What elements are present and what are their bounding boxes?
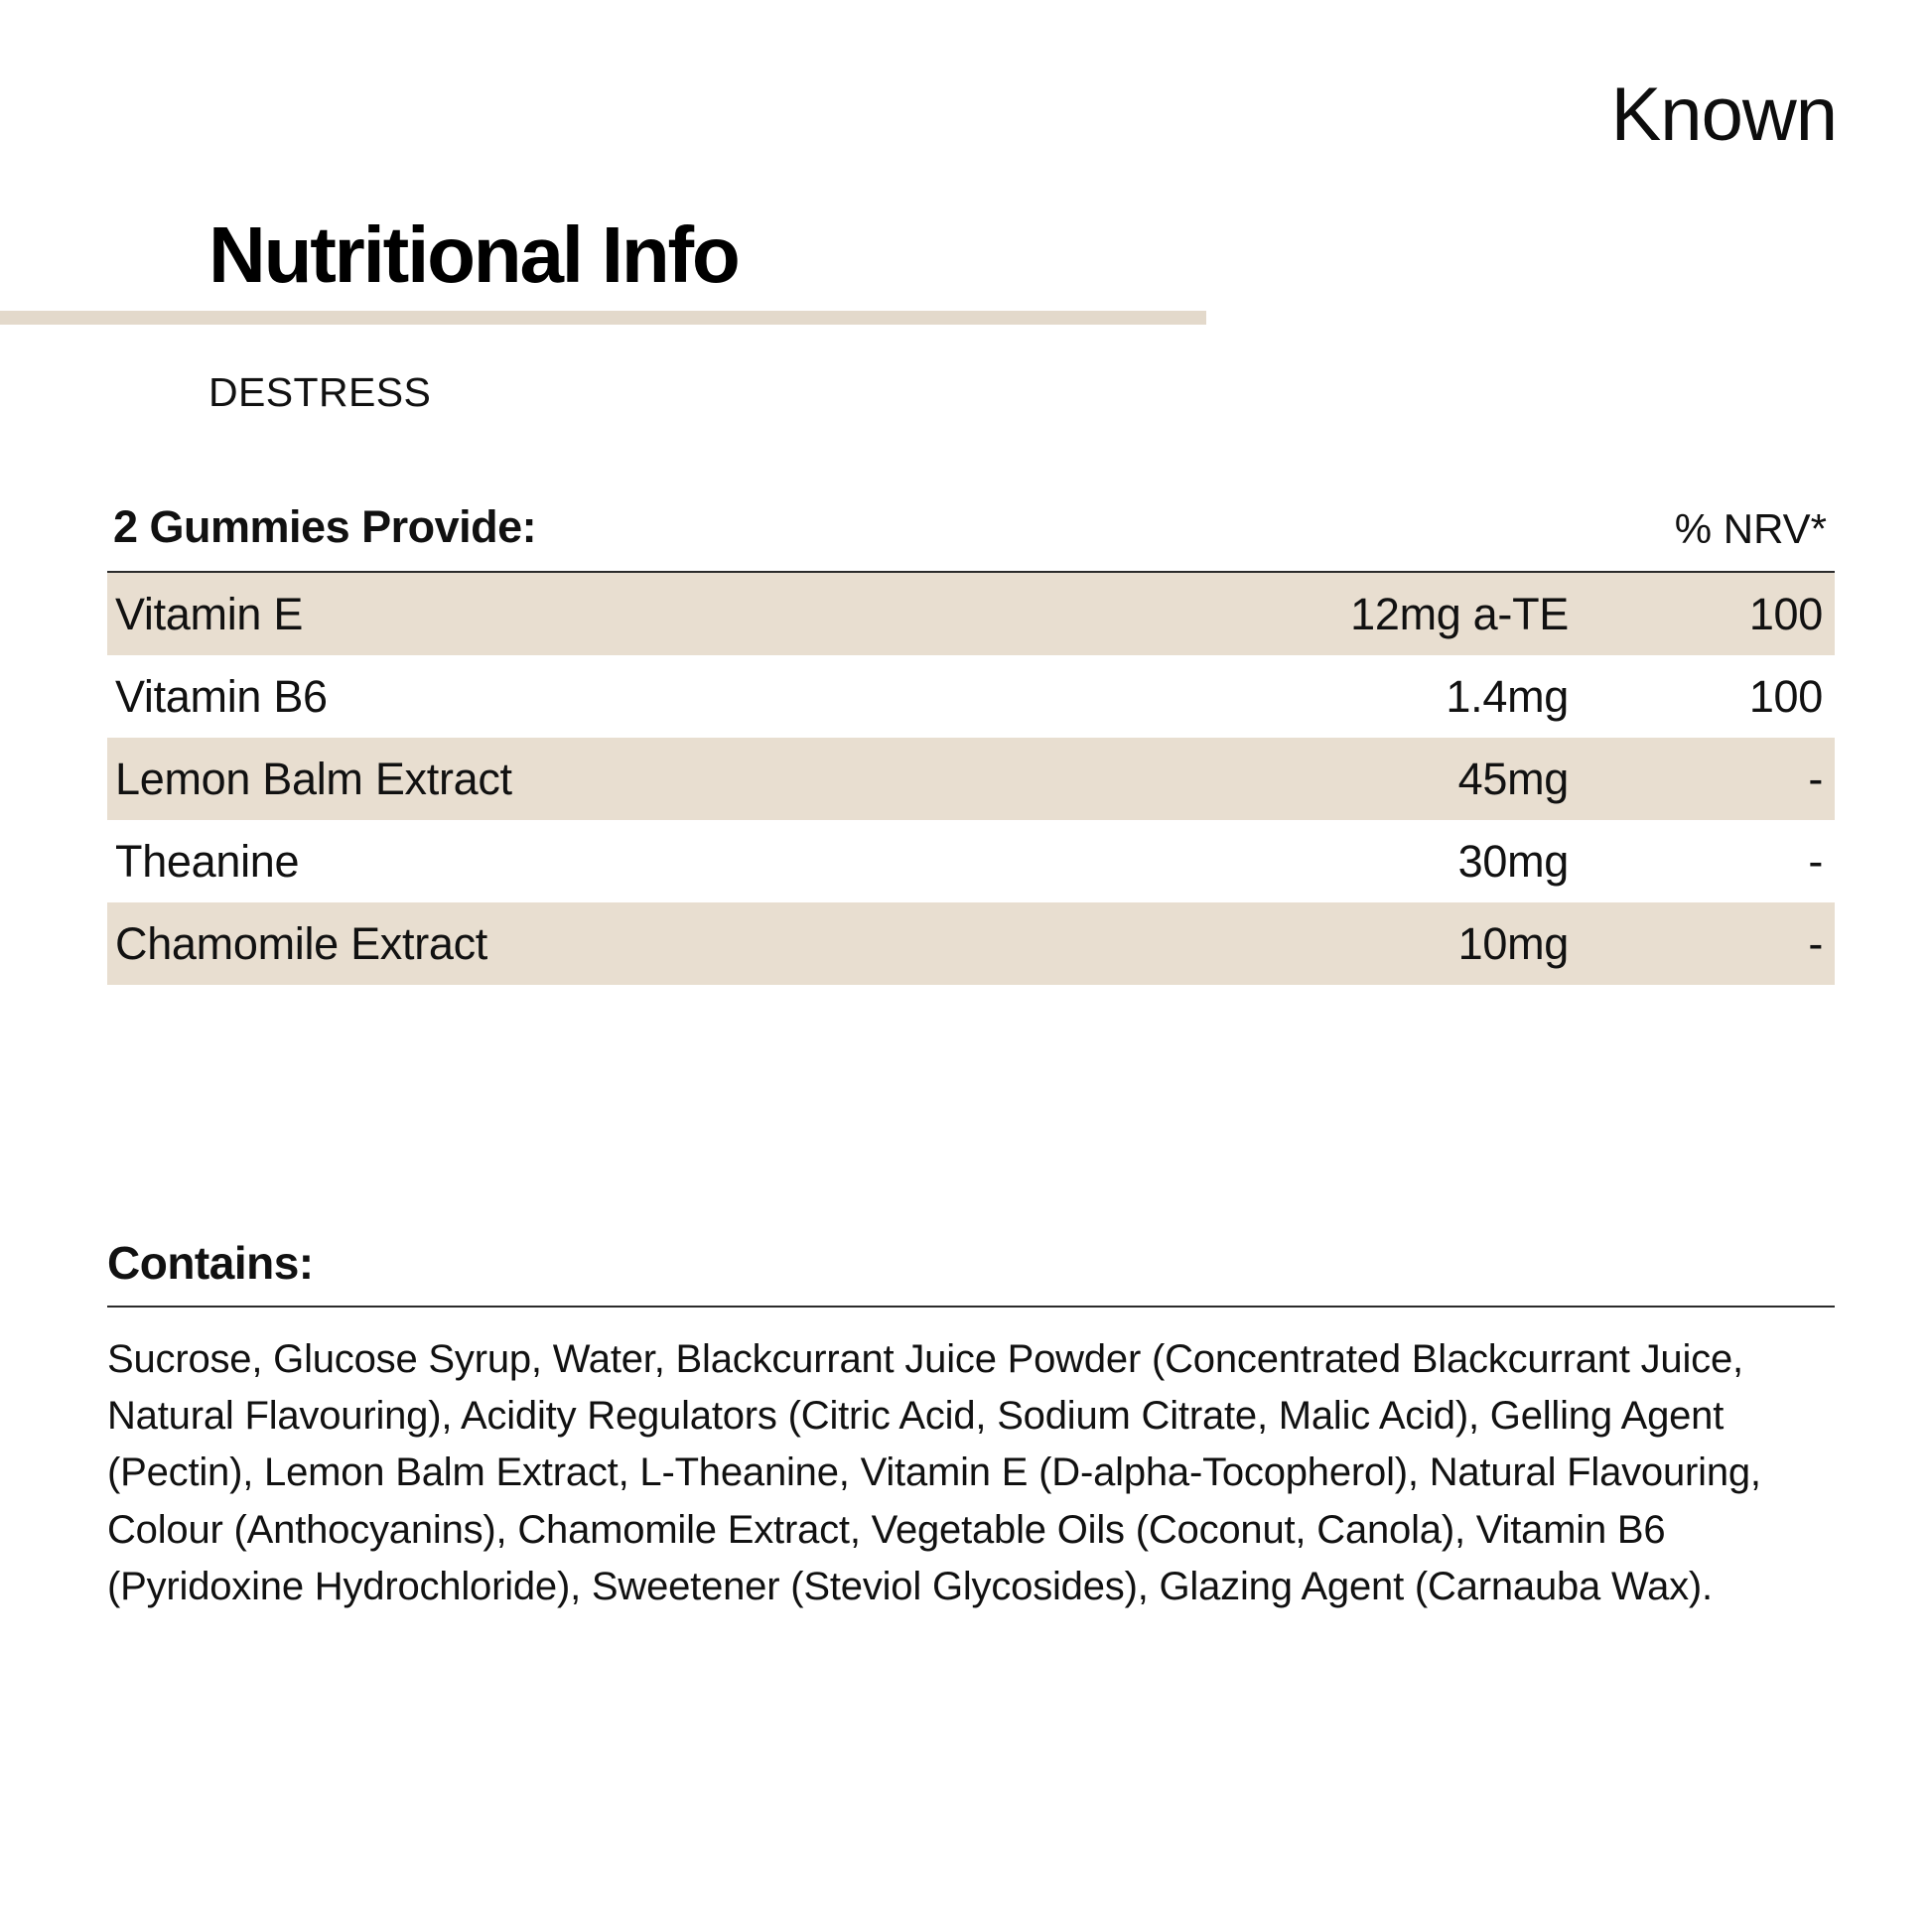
nutrient-name: Theanine [115,835,300,887]
nutrient-name: Chamomile Extract [115,917,488,969]
nutrient-amount: 45mg [1457,753,1569,804]
nutrition-table [107,501,1835,985]
title-block [0,210,1211,325]
nutrient-nrv: - [1808,753,1823,804]
nutrient-amount: 12mg a-TE [1350,588,1569,639]
nutrient-nrv: 100 [1748,670,1823,722]
nutrient-amount: 10mg [1457,917,1569,969]
nutrient-name: Vitamin E [115,588,304,639]
product-name: DESTRESS [208,369,432,415]
nutrient-amount: 30mg [1457,835,1569,887]
nutrient-amount: 1.4mg [1446,670,1569,722]
nutrient-nrv: - [1808,917,1823,969]
nutrient-name: Vitamin B6 [115,670,328,722]
table-header-row [107,501,1835,573]
ingredients-text: Sucrose, Glucose Syrup, Water, Blackcurrant Juice Powder (Concentrated Blackcurrant Juice, Natural Flavouring), Acidity Regulators (Citric Acid, Sodium Citrate, Malic Acid), Gelling Agent (Pectin), Lemon Balm Extract, L-Theanine, Vitamin E (D-alpha-Tocopherol), Natural Flavouring, Colour (Anthocyanins), Chamomile Extract, Vegetable Oils (Coconut, Canola), Vitamin B6 (Pyridoxine Hydrochloride), Sweetener (Steviol Glycosides), Glazing Agent (Carnauba Wax). [107,1337,1761,1608]
brand-logo: Known [1610,72,1837,157]
table-row [107,738,1835,820]
nutrient-nrv: - [1808,835,1823,887]
nrv-column-header: % NRV* [1674,505,1827,552]
serving-size-label: 2 Gummies Provide: [113,501,537,552]
ingredients-section [107,1236,1835,1615]
title-underline-rule [0,311,1206,325]
table-row [107,902,1835,985]
ingredients-title: Contains: [107,1236,1835,1308]
nutrient-nrv: 100 [1748,588,1823,639]
page-title: Nutritional Info [208,210,739,299]
table-row [107,655,1835,738]
nutrient-name: Lemon Balm Extract [115,753,512,804]
table-row [107,820,1835,902]
table-row [107,573,1835,655]
